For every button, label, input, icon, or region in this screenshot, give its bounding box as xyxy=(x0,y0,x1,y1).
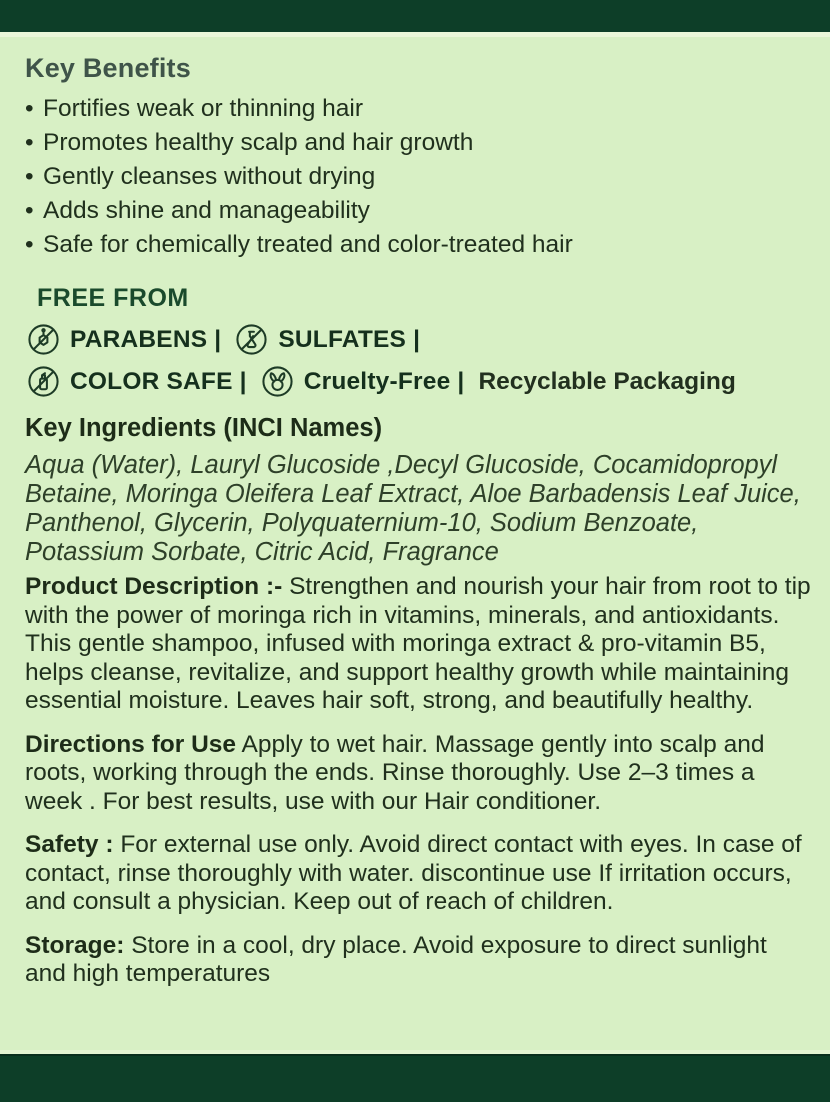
free-from-row-1 xyxy=(27,323,810,356)
benefit-item: • Promotes healthy scalp and hair growth xyxy=(25,126,810,160)
product-description-label: Product Description :- xyxy=(25,573,283,600)
color-safe-label: COLOR SAFE | xyxy=(70,367,247,395)
storage-section xyxy=(25,932,813,989)
directions-for-use xyxy=(25,731,813,817)
safety-section xyxy=(25,831,813,917)
no-sulfates-icon xyxy=(235,323,268,356)
free-from-sulfates-badge xyxy=(235,323,420,356)
benefit-item: • Fortifies weak or thinning hair xyxy=(25,92,810,126)
bottom-border-bar xyxy=(0,1056,830,1102)
cruelty-free-label: Cruelty-Free | xyxy=(303,367,465,395)
free-from-parabens-badge xyxy=(27,323,221,356)
benefit-item: • Safe for chemically treated and color-treated hair xyxy=(25,228,810,262)
directions-label: Directions for Use xyxy=(25,730,237,758)
key-ingredients-title: Key Ingredients (INCI Names) xyxy=(25,414,383,442)
sulfates-label: SULFATES | xyxy=(278,325,421,353)
benefit-item: • Adds shine and manageability xyxy=(25,194,810,228)
ingredients-list-text: Aqua (Water), Lauryl Glucoside ,Decyl Glucoside, Cocamidopropyl Betaine, Moringa Oleifera Leaf Extract, Aloe Barbadensis Leaf Juice, Panthenol, Glycerin, Polyquaternium-10, Sodium Benzoate, Potassium Sorbate, Citric Acid, Fragrance xyxy=(25,451,801,566)
storage-label: Storage: xyxy=(25,931,125,959)
safety-label: Safety : xyxy=(25,831,114,858)
parabens-label: PARABENS | xyxy=(70,325,222,353)
directions-text: Apply to wet hair. Massage gently into scalp and roots, working through the ends. Rinse thoroughly. Use 2–3 times a week . For best results, use with our Hair conditioner. xyxy=(25,730,765,815)
top-border-bar xyxy=(0,0,830,32)
label-content xyxy=(0,37,830,1004)
free-from-title: FREE FROM xyxy=(37,284,189,312)
cruelty-free-badge xyxy=(261,365,465,398)
color-safe-icon xyxy=(27,365,60,398)
cruelty-free-icon xyxy=(261,365,294,398)
safety-text: For external use only. Avoid direct contact with eyes. In case of contact, rinse thoroughly with water. discontinue use If irritation occurs, and consult a physician. Keep out of reach of children. xyxy=(25,831,802,915)
key-benefits-title: Key Benefits xyxy=(25,53,191,83)
benefit-item: • Gently cleanses without drying xyxy=(25,160,810,194)
recyclable-packaging-label: Recyclable Packaging xyxy=(478,367,736,395)
product-description-text: Strengthen and nourish your hair from root to tip with the power of moringa rich in vitamins, minerals, and antioxidants. This gentle shampoo, infused with moringa extract & pro-vitamin B5, helps cleanse, revitalize, and support healthy growth while maintaining essential moisture. Leaves hair soft, strong, and beautifully healthy. xyxy=(25,573,811,714)
storage-text: Store in a cool, dry place. Avoid exposure to direct sunlight and high temperatures xyxy=(25,931,767,987)
free-from-row-2 xyxy=(27,365,810,398)
color-safe-badge xyxy=(27,365,247,398)
key-benefits-list xyxy=(25,92,810,262)
no-parabens-icon xyxy=(27,323,60,356)
product-description xyxy=(25,573,813,716)
